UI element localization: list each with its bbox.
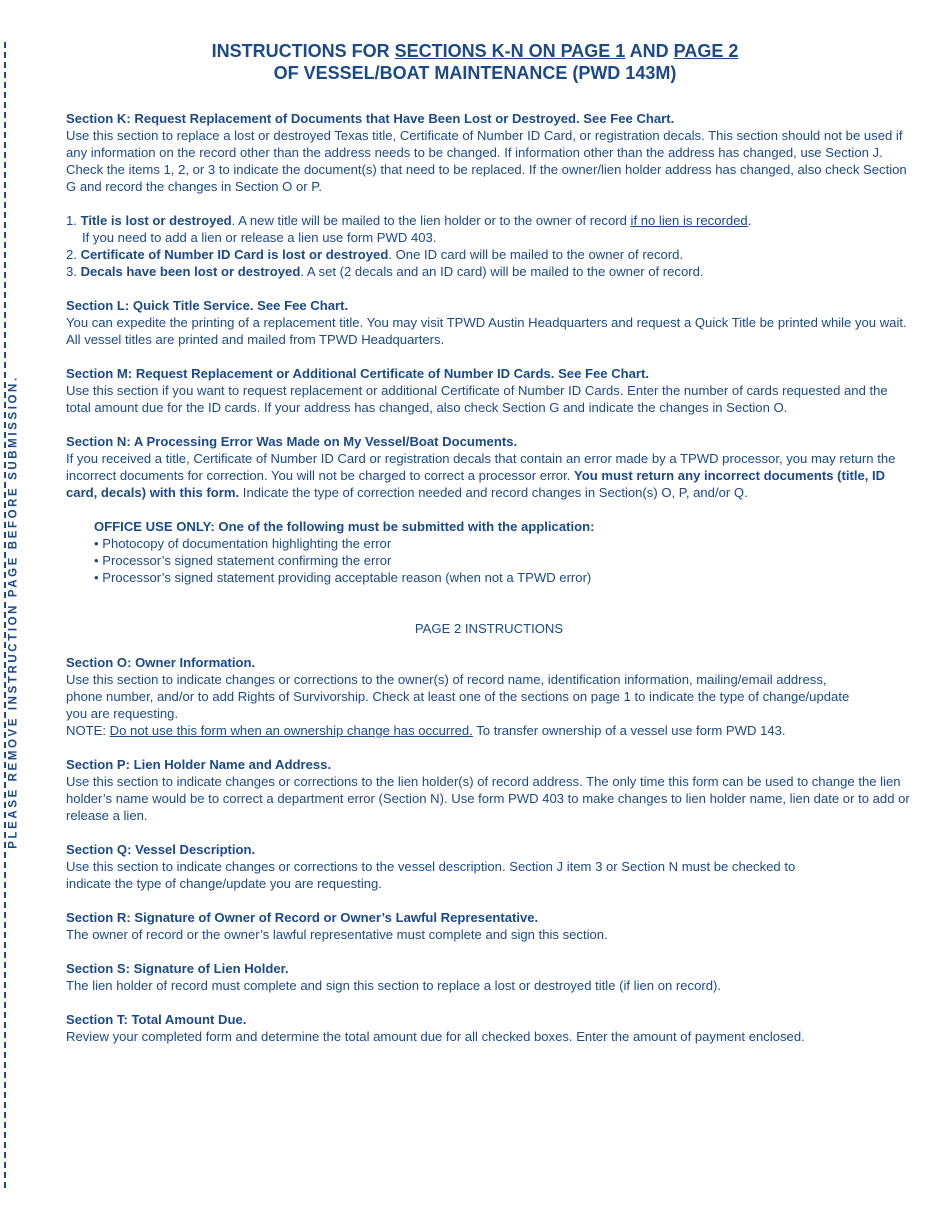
section-t bbox=[66, 1011, 912, 1045]
section-r bbox=[66, 909, 912, 943]
list-item: 1. Title is lost or destroyed. A new title will be mailed to the lien holder or to the owner of record if no lien is recorded. bbox=[66, 213, 752, 228]
title-text: AND bbox=[625, 41, 674, 61]
office-use-heading: OFFICE USE ONLY: One of the following must be submitted with the application: bbox=[94, 519, 595, 534]
section-l bbox=[66, 297, 912, 348]
list-item: • Photocopy of documentation highlighting the error bbox=[94, 536, 392, 551]
page-title bbox=[0, 40, 950, 84]
section-l-heading: Section L: Quick Title Service. See Fee Chart. bbox=[66, 298, 349, 313]
section-s-body: The lien holder of record must complete and sign this section to replace a lost or destroyed title (if lien on record). bbox=[66, 978, 722, 993]
section-m-body: Use this section if you want to request replacement or additional Certificate of Number ID Cards. Enter the number of cards requested and the total amount due for the ID cards. If your address has changed, also check Section G and indicate the changes in Section O. bbox=[66, 383, 888, 415]
section-p bbox=[66, 756, 912, 824]
list-item: • Processor’s signed statement confirming the error bbox=[94, 553, 392, 568]
removal-notice-text: PLEASE REMOVE INSTRUCTION PAGE BEFORE SUBMISSION. bbox=[7, 375, 20, 849]
office-use-only bbox=[66, 518, 912, 586]
title-underlined-sections: SECTIONS K-N ON PAGE 1 bbox=[394, 41, 626, 61]
section-n bbox=[66, 433, 912, 501]
section-k-body: Use this section to replace a lost or destroyed Texas title, Certificate of Number ID Card, or registration decals. This section should not be used if any information on the record other than the address needs to be changed. If information other than the address has changed, use Section J. Check the items 1, 2, or 3 to indicate the document(s) that need to be replaced. If the owner/lien holder address has changed, also check Section G and record the changes in Section O or P. bbox=[66, 128, 907, 194]
section-t-body: Review your completed form and determine the total amount due for all checked boxes. Enter the amount of payment enclosed. bbox=[66, 1029, 805, 1044]
section-n-body: If you received a title, Certificate of Number ID Card or registration decals that contain an error made by a TPWD processor, you may return the incorrect documents for correction. You will not be charged to correct a processor error. You must return any incorrect documents (title, ID card, decals) with this form. Indicate the type of correction needed and record changes in Section(s) O, P, and/or Q. bbox=[66, 451, 896, 500]
title-text: INSTRUCTIONS FOR bbox=[211, 41, 395, 61]
section-s-heading: Section S: Signature of Lien Holder. bbox=[66, 961, 289, 976]
section-q-body: indicate the type of change/update you are requesting. bbox=[66, 876, 382, 891]
section-p-body: Use this section to indicate changes or corrections to the lien holder(s) of record address. The only time this form can be used to change the lien holder’s name would be to correct a department error (Section N). Use form PWD 403 to make changes to lien holder name, lien date or to add or release a lien. bbox=[66, 774, 910, 823]
list-item: • Processor’s signed statement providing acceptable reason (when not a TPWD error) bbox=[94, 570, 592, 585]
list-item: 3. Decals have been lost or destroyed. A set (2 decals and an ID card) will be mailed to the owner of record. bbox=[66, 264, 704, 279]
section-o-note: NOTE: Do not use this form when an ownership change has occurred. To transfer ownership of a vessel use form PWD 143. bbox=[66, 723, 786, 738]
section-s bbox=[66, 960, 912, 994]
section-r-body: The owner of record or the owner’s lawful representative must complete and sign this section. bbox=[66, 927, 608, 942]
section-q-heading: Section Q: Vessel Description. bbox=[66, 842, 256, 857]
title-underlined-page: PAGE 2 bbox=[673, 41, 739, 61]
section-p-heading: Section P: Lien Holder Name and Address. bbox=[66, 757, 332, 772]
section-n-heading: Section N: A Processing Error Was Made on My Vessel/Boat Documents. bbox=[66, 434, 518, 449]
section-o bbox=[66, 654, 912, 739]
section-k-items bbox=[66, 212, 912, 280]
page2-heading: PAGE 2 INSTRUCTIONS bbox=[414, 621, 564, 636]
section-m-heading: Section M: Request Replacement or Additional Certificate of Number ID Cards. See Fee Chart. bbox=[66, 366, 650, 381]
section-q bbox=[66, 841, 912, 892]
section-r-heading: Section R: Signature of Owner of Record or Owner’s Lawful Representative. bbox=[66, 910, 539, 925]
section-o-heading: Section O: Owner Information. bbox=[66, 655, 256, 670]
section-o-body: Use this section to indicate changes or corrections to the owner(s) of record name, identification information, mailing/email address, bbox=[66, 672, 827, 687]
title-line-2: OF VESSEL/BOAT MAINTENANCE (PWD 143M) bbox=[273, 63, 677, 83]
section-k bbox=[66, 110, 912, 195]
section-o-body: you are requesting. bbox=[66, 706, 179, 721]
section-o-body: phone number, and/or to add Rights of Survivorship. Check at least one of the sections on page 1 to indicate the type of change/update bbox=[66, 689, 850, 704]
section-t-heading: Section T: Total Amount Due. bbox=[66, 1012, 247, 1027]
section-k-heading: Section K: Request Replacement of Documents that Have Been Lost or Destroyed. See Fee Chart. bbox=[66, 111, 675, 126]
section-q-body: Use this section to indicate changes or corrections to the vessel description. Section J item 3 or Section N must be checked to bbox=[66, 859, 796, 874]
section-m bbox=[66, 365, 912, 416]
instructions-body bbox=[66, 110, 912, 1062]
list-item-continuation: If you need to add a lien or release a lien use form PWD 403. bbox=[82, 230, 437, 245]
list-item: 2. Certificate of Number ID Card is lost or destroyed. One ID card will be mailed to the owner of record. bbox=[66, 247, 684, 262]
section-l-body: You can expedite the printing of a replacement title. You may visit TPWD Austin Headquarters and request a Quick Title be printed while you wait. All vessel titles are printed and mailed from TPWD Headquarters. bbox=[66, 315, 907, 347]
